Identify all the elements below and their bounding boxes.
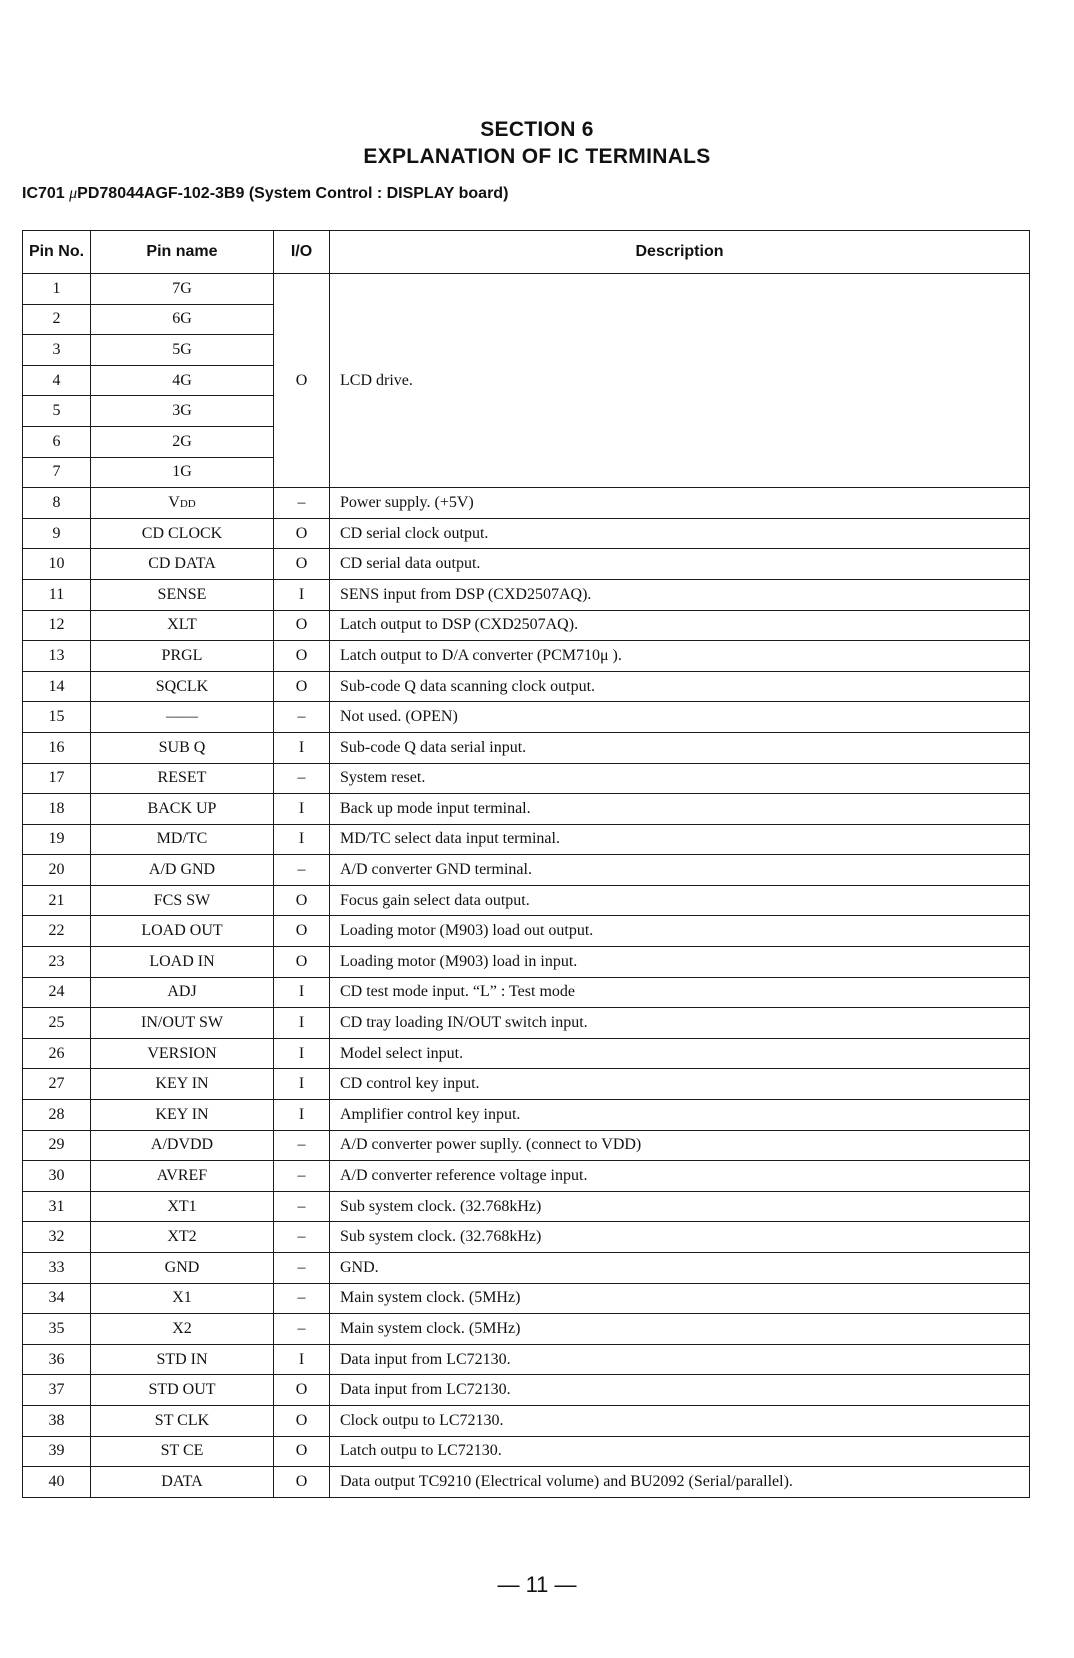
pin-name: A/DVDD — [91, 1130, 274, 1161]
pin-io: – — [274, 1222, 330, 1253]
pin-name: 1G — [91, 457, 274, 488]
pin-io: I — [274, 732, 330, 763]
pin-description: Latch output to D/A converter (PCM710μ ). — [330, 641, 1030, 672]
pin-description: CD test mode input. “L” : Test mode — [330, 977, 1030, 1008]
pin-name: STD OUT — [91, 1375, 274, 1406]
pin-description: LCD drive. — [330, 274, 1030, 488]
pin-description: CD serial data output. — [330, 549, 1030, 580]
pin-io: – — [274, 1283, 330, 1314]
pin-no: 23 — [23, 947, 91, 978]
table-row — [23, 579, 1030, 610]
pin-no: 1 — [23, 274, 91, 305]
table-row — [23, 1344, 1030, 1375]
section-title: EXPLANATION OF IC TERMINALS — [363, 145, 711, 168]
table-row — [23, 641, 1030, 672]
pin-no: 30 — [23, 1161, 91, 1192]
pin-description: Latch outpu to LC72130. — [330, 1436, 1030, 1467]
table-row — [23, 1161, 1030, 1192]
pin-name: —— — [91, 702, 274, 733]
pin-description: Loading motor (M903) load in input. — [330, 947, 1030, 978]
pin-description: Sub-code Q data serial input. — [330, 732, 1030, 763]
pin-no: 14 — [23, 671, 91, 702]
pin-description: Sub-code Q data scanning clock output. — [330, 671, 1030, 702]
col-io: I/O — [274, 231, 330, 274]
pin-no: 29 — [23, 1130, 91, 1161]
pin-name: GND — [91, 1253, 274, 1284]
pin-no: 26 — [23, 1038, 91, 1069]
pin-no: 20 — [23, 855, 91, 886]
pin-no: 18 — [23, 794, 91, 825]
pin-name: AVREF — [91, 1161, 274, 1192]
ic-prefix: IC701 — [22, 185, 70, 202]
table-row — [23, 824, 1030, 855]
pin-io: – — [274, 1161, 330, 1192]
table-row — [23, 518, 1030, 549]
pin-io: I — [274, 579, 330, 610]
pin-no: 34 — [23, 1283, 91, 1314]
table-row — [23, 1100, 1030, 1131]
pin-name: DATA — [91, 1467, 274, 1498]
table-row — [23, 794, 1030, 825]
ic-subtitle — [22, 185, 508, 203]
pin-no: 5 — [23, 396, 91, 427]
pin-io: – — [274, 1130, 330, 1161]
pin-name: ADJ — [91, 977, 274, 1008]
table-row — [23, 763, 1030, 794]
pin-name: RESET — [91, 763, 274, 794]
pin-name: SENSE — [91, 579, 274, 610]
pin-no: 13 — [23, 641, 91, 672]
pin-io: I — [274, 1344, 330, 1375]
pin-io: O — [274, 518, 330, 549]
pin-io: – — [274, 855, 330, 886]
pin-description: Main system clock. (5MHz) — [330, 1314, 1030, 1345]
pin-description: Sub system clock. (32.768kHz) — [330, 1222, 1030, 1253]
pin-description: A/D converter GND terminal. — [330, 855, 1030, 886]
table-row — [23, 1253, 1030, 1284]
pin-description: A/D converter reference voltage input. — [330, 1161, 1030, 1192]
pin-name: 3G — [91, 396, 274, 427]
pin-no: 15 — [23, 702, 91, 733]
pin-name: A/D GND — [91, 855, 274, 886]
pin-name: PRGL — [91, 641, 274, 672]
pin-no: 3 — [23, 335, 91, 366]
ic-mu: μ — [69, 185, 78, 202]
pin-name: 2G — [91, 426, 274, 457]
pin-description: Data output TC9210 (Electrical volume) and BU2092 (Serial/parallel). — [330, 1467, 1030, 1498]
table-row — [23, 274, 1030, 305]
pin-io: I — [274, 1100, 330, 1131]
pin-no: 38 — [23, 1405, 91, 1436]
table-row — [23, 488, 1030, 519]
table-row — [23, 977, 1030, 1008]
pin-description: Power supply. (+5V) — [330, 488, 1030, 519]
pin-description: A/D converter power suplly. (connect to VDD) — [330, 1130, 1030, 1161]
pin-io: I — [274, 794, 330, 825]
pin-no: 37 — [23, 1375, 91, 1406]
pin-table — [22, 230, 1030, 1498]
pin-description: System reset. — [330, 763, 1030, 794]
pin-no: 11 — [23, 579, 91, 610]
pin-io: O — [274, 1436, 330, 1467]
table-row — [23, 1467, 1030, 1498]
pin-no: 24 — [23, 977, 91, 1008]
table-row — [23, 885, 1030, 916]
pin-no: 25 — [23, 1008, 91, 1039]
pin-description: Loading motor (M903) load out output. — [330, 916, 1030, 947]
pin-io: O — [274, 274, 330, 488]
pin-no: 10 — [23, 549, 91, 580]
table-row — [23, 671, 1030, 702]
pin-io: O — [274, 1405, 330, 1436]
table-header-row — [23, 231, 1030, 274]
pin-no: 32 — [23, 1222, 91, 1253]
pin-name: 6G — [91, 304, 274, 335]
pin-no: 9 — [23, 518, 91, 549]
table-row — [23, 702, 1030, 733]
pin-name: VERSION — [91, 1038, 274, 1069]
pin-description: Data input from LC72130. — [330, 1344, 1030, 1375]
pin-description: CD tray loading IN/OUT switch input. — [330, 1008, 1030, 1039]
table-row — [23, 1008, 1030, 1039]
pin-description: Back up mode input terminal. — [330, 794, 1030, 825]
pin-no: 40 — [23, 1467, 91, 1498]
pin-description: Data input from LC72130. — [330, 1375, 1030, 1406]
pin-description: GND. — [330, 1253, 1030, 1284]
pin-io: – — [274, 702, 330, 733]
table-row — [23, 1436, 1030, 1467]
pin-io: I — [274, 824, 330, 855]
pin-no: 31 — [23, 1191, 91, 1222]
pin-no: 36 — [23, 1344, 91, 1375]
pin-io: I — [274, 1069, 330, 1100]
col-description: Description — [330, 231, 1030, 274]
pin-description: CD control key input. — [330, 1069, 1030, 1100]
pin-no: 4 — [23, 365, 91, 396]
pin-name: XT2 — [91, 1222, 274, 1253]
table-row — [23, 1405, 1030, 1436]
page-number: — 11 — — [497, 1572, 577, 1597]
pin-name — [91, 488, 274, 519]
pin-description: Focus gain select data output. — [330, 885, 1030, 916]
pin-no: 21 — [23, 885, 91, 916]
pin-io: I — [274, 1008, 330, 1039]
pin-description: Latch output to DSP (CXD2507AQ). — [330, 610, 1030, 641]
table-row — [23, 610, 1030, 641]
pin-io: – — [274, 763, 330, 794]
pin-no: 2 — [23, 304, 91, 335]
pin-name: FCS SW — [91, 885, 274, 916]
pin-description: SENS input from DSP (CXD2507AQ). — [330, 579, 1030, 610]
pin-no: 33 — [23, 1253, 91, 1284]
pin-io: – — [274, 1191, 330, 1222]
pin-no: 12 — [23, 610, 91, 641]
table-row — [23, 1283, 1030, 1314]
pin-no: 22 — [23, 916, 91, 947]
section-label: SECTION 6 — [480, 118, 594, 141]
pin-no: 27 — [23, 1069, 91, 1100]
pin-name: LOAD IN — [91, 947, 274, 978]
table-row — [23, 1314, 1030, 1345]
pin-no: 39 — [23, 1436, 91, 1467]
pin-io: O — [274, 916, 330, 947]
pin-io: O — [274, 885, 330, 916]
table-row — [23, 1130, 1030, 1161]
table-row — [23, 732, 1030, 763]
pin-name: IN/OUT SW — [91, 1008, 274, 1039]
pin-description: CD serial clock output. — [330, 518, 1030, 549]
pin-io: – — [274, 1314, 330, 1345]
pin-description: Sub system clock. (32.768kHz) — [330, 1191, 1030, 1222]
pin-description: Amplifier control key input. — [330, 1100, 1030, 1131]
table-row — [23, 1222, 1030, 1253]
vdd-main: V — [168, 493, 180, 511]
pin-name: KEY IN — [91, 1100, 274, 1131]
pin-name: XLT — [91, 610, 274, 641]
pin-io: O — [274, 671, 330, 702]
pin-no: 28 — [23, 1100, 91, 1131]
col-pin-name: Pin name — [91, 231, 274, 274]
table-row — [23, 1069, 1030, 1100]
pin-io: – — [274, 488, 330, 519]
pin-no: 7 — [23, 457, 91, 488]
pin-io: O — [274, 549, 330, 580]
pin-name: XT1 — [91, 1191, 274, 1222]
pin-name: ST CLK — [91, 1405, 274, 1436]
pin-io: – — [274, 1253, 330, 1284]
pin-io: O — [274, 1375, 330, 1406]
pin-description: MD/TC select data input terminal. — [330, 824, 1030, 855]
pin-io: O — [274, 641, 330, 672]
pin-description: Model select input. — [330, 1038, 1030, 1069]
pin-io: I — [274, 1038, 330, 1069]
pin-description: Clock outpu to LC72130. — [330, 1405, 1030, 1436]
pin-name: MD/TC — [91, 824, 274, 855]
pin-io: O — [274, 947, 330, 978]
pin-name: BACK UP — [91, 794, 274, 825]
pin-name: CD CLOCK — [91, 518, 274, 549]
pin-no: 8 — [23, 488, 91, 519]
pin-io: O — [274, 1467, 330, 1498]
pin-name: LOAD OUT — [91, 916, 274, 947]
pin-name: CD DATA — [91, 549, 274, 580]
pin-name: STD IN — [91, 1344, 274, 1375]
table-row — [23, 1191, 1030, 1222]
pin-no: 6 — [23, 426, 91, 457]
pin-no: 19 — [23, 824, 91, 855]
pin-no: 16 — [23, 732, 91, 763]
table-row — [23, 1375, 1030, 1406]
table-row — [23, 855, 1030, 886]
pin-name: KEY IN — [91, 1069, 274, 1100]
table-row — [23, 549, 1030, 580]
pin-description: Not used. (OPEN) — [330, 702, 1030, 733]
pin-name: 7G — [91, 274, 274, 305]
pin-name: SUB Q — [91, 732, 274, 763]
table-row — [23, 1038, 1030, 1069]
table-row — [23, 947, 1030, 978]
pin-name: X1 — [91, 1283, 274, 1314]
pin-name: 5G — [91, 335, 274, 366]
pin-name: ST CE — [91, 1436, 274, 1467]
table-row — [23, 916, 1030, 947]
ic-name: PD78044AGF-102-3B9 (System Control : DISPLAY board) — [77, 185, 509, 202]
pin-name: 4G — [91, 365, 274, 396]
vdd-subscript: DD — [179, 497, 196, 510]
pin-io: I — [274, 977, 330, 1008]
pin-no: 17 — [23, 763, 91, 794]
pin-name: SQCLK — [91, 671, 274, 702]
col-pin-no: Pin No. — [23, 231, 91, 274]
pin-io: O — [274, 610, 330, 641]
pin-description: Main system clock. (5MHz) — [330, 1283, 1030, 1314]
pin-name: X2 — [91, 1314, 274, 1345]
pin-no: 35 — [23, 1314, 91, 1345]
